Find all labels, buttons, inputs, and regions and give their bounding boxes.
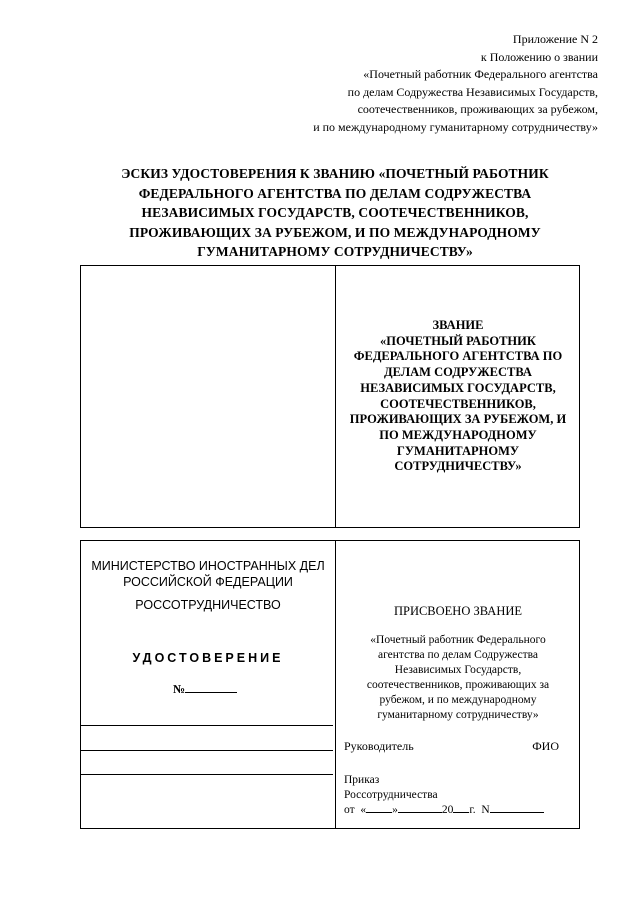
number-sign: № — [173, 682, 186, 696]
front-rank-line: СОТРУДНИЧЕСТВУ» — [394, 459, 522, 474]
fio-label: ФИО — [532, 739, 559, 753]
order-block — [344, 773, 544, 818]
document-title — [90, 164, 580, 262]
ministry-name — [81, 558, 335, 590]
assigned-rank-heading: ПРИСВОЕНО ЗВАНИЕ — [393, 604, 523, 618]
year-suffix: г. — [469, 804, 476, 816]
title-line: НЕЗАВИСИМЫХ ГОСУДАРСТВ, СООТЕЧЕСТВЕННИКОВ, — [141, 205, 529, 220]
quote-open: « — [360, 804, 367, 816]
front-blank-panel — [81, 266, 335, 527]
rank-line: гуманитарному сотрудничеству» — [377, 709, 539, 721]
order-label: Приказ — [344, 774, 380, 786]
assigned-rank-text — [337, 633, 579, 723]
rank-line: агентства по делам Содружества — [377, 649, 539, 661]
number-blank[interactable] — [185, 681, 237, 693]
month-blank[interactable] — [398, 802, 442, 813]
inside-divider — [335, 541, 336, 828]
front-divider — [335, 266, 336, 527]
quote-close: » — [392, 804, 398, 816]
front-rank-line: ФЕДЕРАЛЬНОГО АГЕНТСТВА ПО — [353, 349, 563, 364]
signature-line-1 — [81, 725, 333, 726]
rank-line: рубежом, и по международному — [379, 694, 537, 706]
signature-line-2 — [81, 750, 333, 751]
annex-line: к Положению о звании — [480, 49, 598, 64]
front-rank-line: СООТЕЧЕСТВЕННИКОВ, — [380, 396, 536, 411]
rank-line: соотечественников, проживающих за — [366, 679, 550, 691]
title-line: ЭСКИЗ УДОСТОВЕРЕНИЯ К ЗВАНИЮ «ПОЧЕТНЫЙ РАБОТНИК — [121, 166, 549, 181]
inside-right-panel — [337, 541, 579, 828]
rank-line: «Почетный работник Федерального — [370, 634, 546, 646]
rank-line: Независимых Государств, — [394, 664, 522, 676]
front-rank-title — [337, 318, 579, 475]
front-rank-line: ПРОЖИВАЮЩИХ ЗА РУБЕЖОМ, И — [349, 412, 567, 427]
front-rank-line: ГУМАНИТАРНОМУ — [396, 443, 520, 458]
year-prefix: 20 — [441, 804, 454, 816]
year-blank[interactable] — [453, 802, 469, 813]
certificate-number — [173, 681, 237, 697]
annex-line: «Почетный работник Федерального агентства — [363, 67, 598, 81]
order-agency: Россотрудничества — [344, 788, 438, 801]
certificate-inside — [80, 540, 580, 829]
annex-line: и по международному гуманитарному сотрудничеству» — [313, 119, 598, 134]
front-rank-line: ЗВАНИЕ — [432, 318, 484, 332]
annex-line: Приложение N 2 — [512, 32, 598, 46]
front-rank-line: ПО МЕЖДУНАРОДНОМУ — [379, 427, 537, 442]
annex-line: по делам Содружества Независимых Государств, — [347, 84, 598, 99]
title-line: ФЕДЕРАЛЬНОГО АГЕНТСТВА ПО ДЕЛАМ СОДРУЖЕСТВА — [138, 185, 532, 201]
front-rank-line: ДЕЛАМ СОДРУЖЕСТВА — [384, 365, 532, 380]
head-label: Руководитель — [344, 739, 414, 753]
ministry-line: МИНИСТЕРСТВО ИНОСТРАННЫХ ДЕЛ — [91, 559, 325, 573]
order-number-blank[interactable] — [490, 802, 544, 813]
certificate-heading: УДОСТОВЕРЕНИЕ — [132, 651, 284, 665]
signature-line-3 — [81, 774, 333, 775]
front-rank-line: НЕЗАВИСИМЫХ ГОСУДАРСТВ, — [360, 380, 556, 395]
order-number-label: N — [481, 804, 490, 816]
title-line: ПРОЖИВАЮЩИХ ЗА РУБЕЖОМ, И ПО МЕЖДУНАРОДНОМУ — [129, 224, 541, 240]
day-blank[interactable] — [366, 802, 392, 813]
order-date-line — [344, 802, 544, 818]
agency-name: РОССОТРУДНИЧЕСТВО — [135, 598, 281, 612]
annex-header — [178, 31, 598, 136]
from-label: от — [344, 804, 355, 816]
front-rank-line: «ПОЧЕТНЫЙ РАБОТНИК — [380, 333, 536, 348]
certificate-front — [80, 265, 580, 528]
inside-left-panel — [81, 541, 335, 828]
title-line: ГУМАНИТАРНОМУ СОТРУДНИЧЕСТВУ» — [197, 244, 473, 259]
annex-line: соотечественников, проживающих за рубежом, — [357, 102, 598, 116]
ministry-line: РОССИЙСКОЙ ФЕДЕРАЦИИ — [123, 575, 293, 589]
